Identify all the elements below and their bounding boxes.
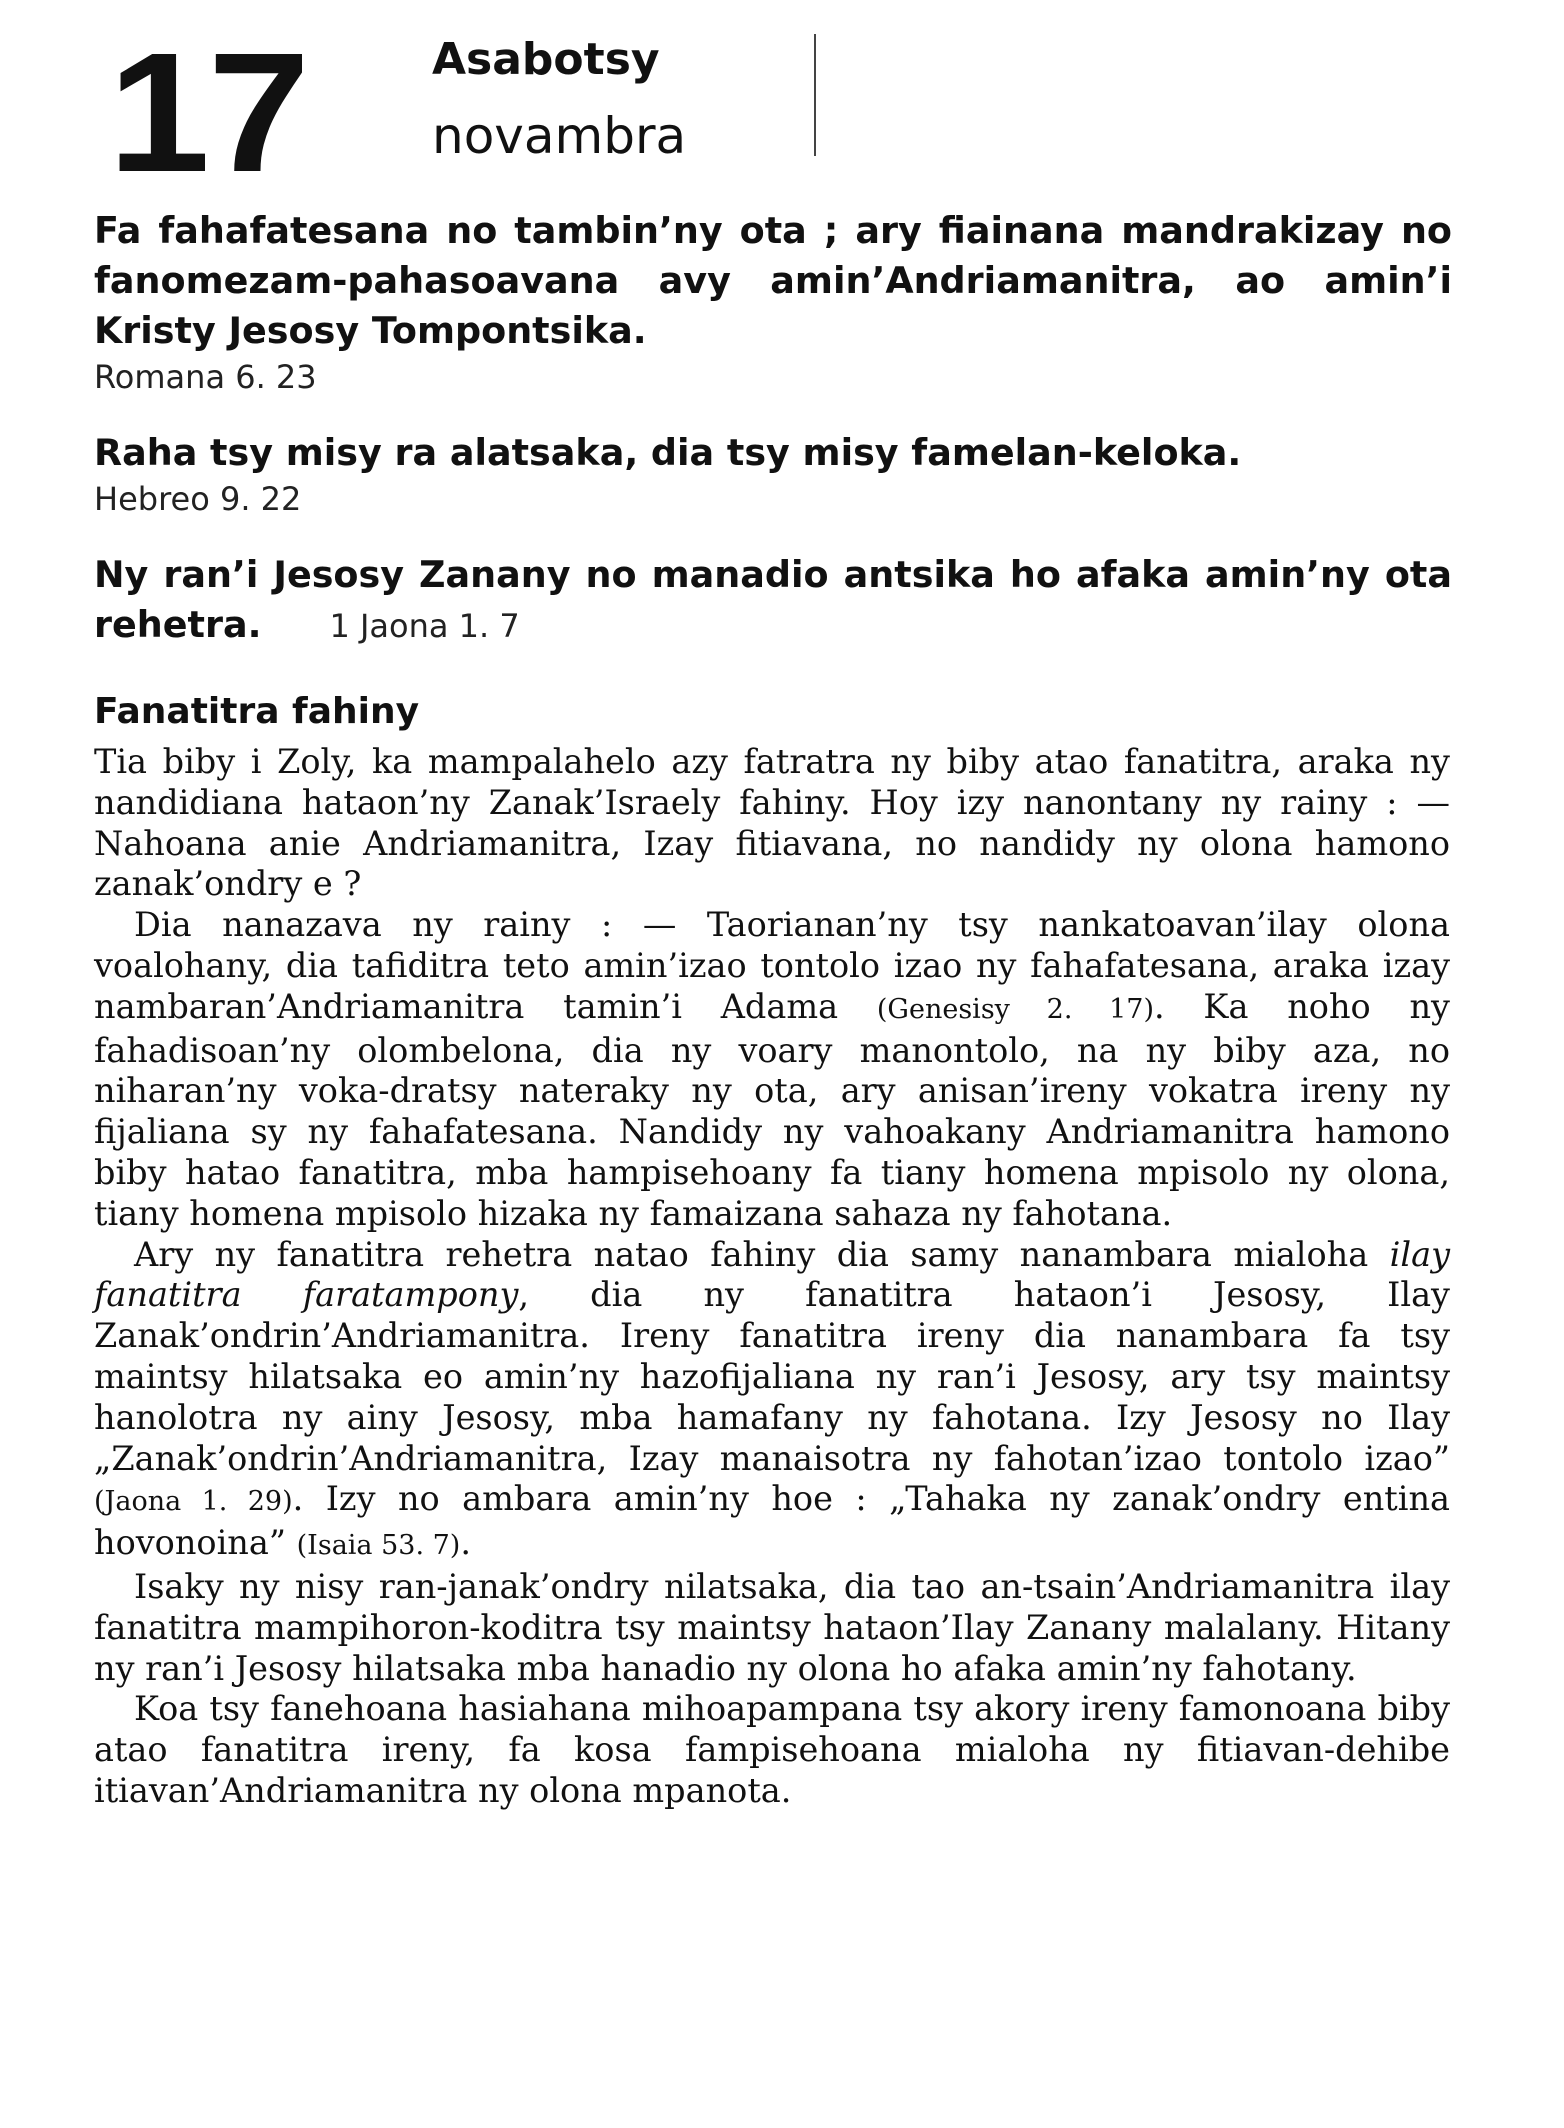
paragraph-2	[94, 905, 1450, 1234]
scripture-reference: (Genesisy 2. 17)	[876, 993, 1154, 1025]
paragraph-3-italic: ilay fanatitra faratampony	[94, 1234, 1450, 1315]
paragraph-3-text-c: . Izy no ambara amin’ny hoe : „Tahaka ny zanak’ondry entina hovonoina”	[94, 1479, 1450, 1563]
day-number: 17	[108, 18, 308, 208]
paragraph-2-text-b: . Ka noho ny fahadisoan’ny olombelona, dia ny voary manontolo, na ny biby aza, no niharan’ny voka-dratsy nateraky ny ota, ary anisan’ireny vokatra ireny ny fijaliana sy ny fahafatesana. Nandidy ny vahoakany Andriamanitra hamono biby hatao fanatitra, mba hampisehoany fa tiany homena mpisolo ny olona, tiany homena mpisolo hizaka ny famaizana sahaza ny fahotana.	[94, 986, 1450, 1233]
paragraph-5: Koa tsy fanehoana hasiahana mihoapampana tsy akory ireny famonoana biby atao fanatitra ireny, fa kosa fampisehoana mialoha ny fitiavan-dehibe itiavan’Andriamanitra ny olona mpanota.	[94, 1689, 1450, 1810]
paragraph-3-text-d: .	[460, 1523, 471, 1563]
verse-3	[94, 550, 1452, 651]
scripture-reference: (Isaia 53. 7)	[296, 1530, 461, 1562]
paragraph-4: Isaky ny nisy ran-janak’ondry nilatsaka, dia tao an-tsain’Andriamanitra ilay fanatitra mampihoron-koditra tsy maintsy hataon’Ilay Zanany malalany. Hitany ny ran’i Jesosy hilatsaka mba hanadio ny olona ho afaka amin’ny fahotany.	[94, 1566, 1450, 1688]
verse-2-reference: Hebreo 9. 22	[94, 480, 302, 518]
paragraph-3	[94, 1235, 1450, 1567]
devotional-body	[94, 742, 1450, 1812]
verse-3-body: Ny ran’i Jesosy Zanany no manadio antsika ho afaka amin’ny ota rehetra.	[94, 553, 1452, 646]
verse-2	[94, 428, 1452, 520]
weekday: Asabotsy	[432, 34, 660, 85]
verse-3-text	[94, 550, 1452, 651]
verse-1-text: Fa fahafatesana no tambin’ny ota ; ary fiainana mandrakizay no fanomezam-pahasoavana avy amin’Andriamanitra, ao amin’i Kristy Jesosy Tompontsika.	[94, 209, 1452, 352]
verse-3-reference: 1 Jaona 1. 7	[329, 607, 520, 645]
scripture-reference: (Jaona 1. 29)	[94, 1486, 293, 1518]
paragraph-3-text-b: , dia ny fanatitra hataon’i Jesosy, Ilay Zanak’ondrin’Andriamanitra. Ireny fanatitra ireny dia nanambara fa tsy maintsy hilatsaka eo amin’ny hazofijaliana ny ran’i Jesosy, ary tsy maintsy hanolotra ny ainy Jesosy, mba hamafany ny fahotana. Izy Jesosy no Ilay „Zanak’ondrin’Andriamanitra, Izay manaisotra ny fahotan’izao tontolo izao”	[94, 1275, 1450, 1478]
verse-1-reference: Romana 6. 23	[94, 358, 317, 396]
verse-2-text: Raha tsy misy ra alatsaka, dia tsy misy famelan-keloka.	[94, 431, 1242, 474]
month: novambra	[432, 107, 687, 165]
paragraph-2-text-a: Dia nanazava ny rainy : — Taorianan’ny tsy nankatoavan’ilay olona voalohany, dia tafiditra teto amin’izao tontolo izao ny fahafatesana, araka izay nambaran’Andriamanitra tamin’i Adama	[94, 905, 1450, 1026]
paragraph-1: Tia biby i Zoly, ka mampalahelo azy fatratra ny biby atao fanatitra, araka ny nandidiana hataon’ny Zanak’Israely fahiny. Hoy izy nanontany ny rainy : — Nahoana anie Andriamanitra, Izay fitiavana, no nandidy ny olona hamono zanak’ondry e ?	[94, 742, 1450, 904]
verse-1	[94, 206, 1452, 398]
paragraph-3-text-a: Ary ny fanatitra rehetra natao fahiny dia samy nanambara mialoha	[134, 1234, 1390, 1274]
header-divider	[814, 34, 816, 156]
devotional-title: Fanatitra fahiny	[94, 691, 420, 732]
